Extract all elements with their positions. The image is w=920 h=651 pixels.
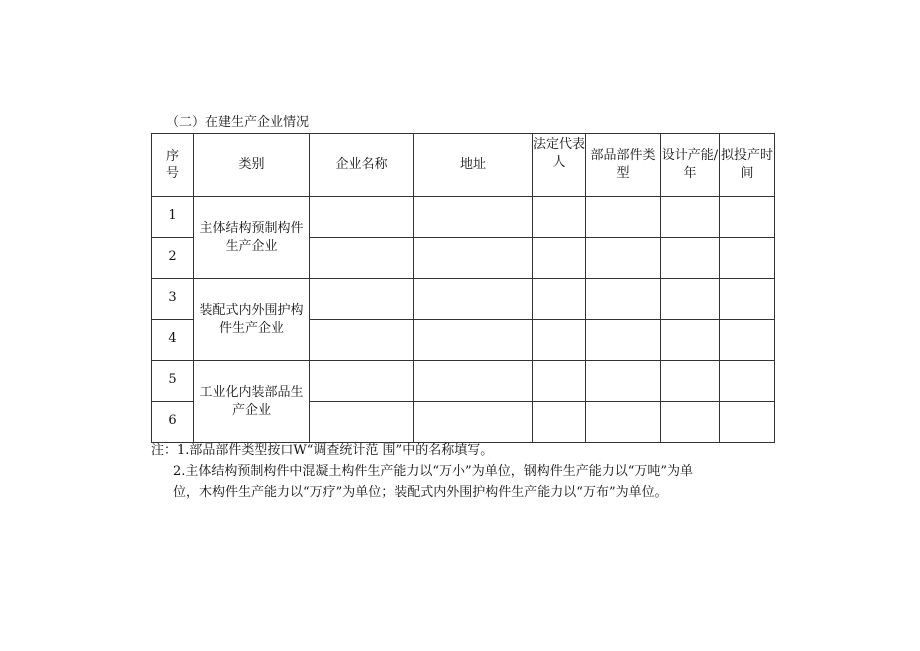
address-cell[interactable]: [414, 402, 533, 443]
company-cell[interactable]: [310, 279, 414, 320]
legal-rep-cell[interactable]: [533, 320, 586, 361]
row-number: 3: [152, 279, 194, 320]
company-cell[interactable]: [310, 238, 414, 279]
component-type-cell[interactable]: [586, 197, 661, 238]
address-cell[interactable]: [414, 320, 533, 361]
header-seq: 序号: [152, 134, 194, 197]
capacity-cell[interactable]: [661, 402, 720, 443]
planned-time-cell[interactable]: [720, 320, 775, 361]
category-cell: 装配式内外围护构件生产企业: [194, 279, 310, 361]
legal-rep-cell[interactable]: [533, 238, 586, 279]
legal-rep-cell[interactable]: [533, 402, 586, 443]
row-number: 1: [152, 197, 194, 238]
company-cell[interactable]: [310, 361, 414, 402]
capacity-cell[interactable]: [661, 361, 720, 402]
row-number: 4: [152, 320, 194, 361]
notes-block: [151, 440, 791, 503]
row-number: 6: [152, 402, 194, 443]
category-cell: 主体结构预制构件生产企业: [194, 197, 310, 279]
component-type-cell[interactable]: [586, 402, 661, 443]
address-cell[interactable]: [414, 279, 533, 320]
header-component-type: 部品部件类型: [586, 134, 661, 197]
component-type-cell[interactable]: [586, 320, 661, 361]
address-cell[interactable]: [414, 361, 533, 402]
component-type-cell[interactable]: [586, 238, 661, 279]
legal-rep-cell[interactable]: [533, 279, 586, 320]
header-address: 地址: [414, 134, 533, 197]
capacity-cell[interactable]: [661, 320, 720, 361]
section-title: （二）在建生产企业情况: [166, 115, 310, 130]
table-row: [152, 361, 775, 402]
component-type-cell[interactable]: [586, 361, 661, 402]
table-row: [152, 197, 775, 238]
company-cell[interactable]: [310, 197, 414, 238]
note-2-line-1: 2.主体结构预制构件中混凝土构件生产能力以“万小”为单位，钢构件生产能力以“万吨”为单: [173, 464, 693, 479]
capacity-cell[interactable]: [661, 238, 720, 279]
address-cell[interactable]: [414, 197, 533, 238]
row-number: 5: [152, 361, 194, 402]
row-number: 2: [152, 238, 194, 279]
legal-rep-cell[interactable]: [533, 197, 586, 238]
capacity-cell[interactable]: [661, 197, 720, 238]
company-cell[interactable]: [310, 320, 414, 361]
header-company: 企业名称: [310, 134, 414, 197]
planned-time-cell[interactable]: [720, 279, 775, 320]
legal-rep-cell[interactable]: [533, 361, 586, 402]
header-category: 类别: [194, 134, 310, 197]
enterprise-table: [151, 133, 775, 443]
table-row: [152, 279, 775, 320]
planned-time-cell[interactable]: [720, 197, 775, 238]
header-capacity: 设计产能/年: [661, 134, 720, 197]
company-cell[interactable]: [310, 402, 414, 443]
planned-time-cell[interactable]: [720, 402, 775, 443]
header-planned-time: 拟投产时间: [720, 134, 775, 197]
planned-time-cell[interactable]: [720, 361, 775, 402]
header-legal-rep: 法定代表人: [533, 134, 586, 197]
planned-time-cell[interactable]: [720, 238, 775, 279]
capacity-cell[interactable]: [661, 279, 720, 320]
category-cell: 工业化内装部品生产企业: [194, 361, 310, 443]
note-1: 注：1.部品部件类型按口W“调查统计范 围”中的名称填写。: [151, 443, 494, 458]
address-cell[interactable]: [414, 238, 533, 279]
note-2-line-2: 位，木构件生产能力以“万疗”为单位；装配式内外围护构件生产能力以“万布”为单位。: [173, 485, 668, 500]
component-type-cell[interactable]: [586, 279, 661, 320]
header-row: [152, 134, 775, 197]
